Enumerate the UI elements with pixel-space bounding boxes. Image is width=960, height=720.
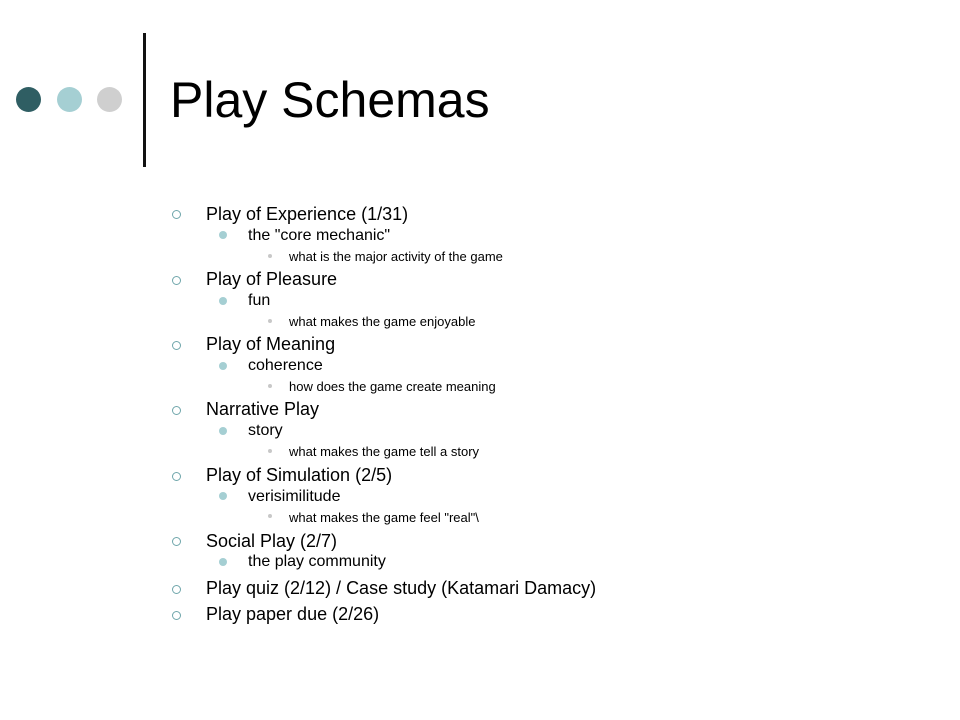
bullet-item: Play paper due (2/26): [206, 604, 380, 624]
bullet-ring-icon: [172, 537, 181, 546]
bullet-ring-icon: [172, 341, 181, 350]
title-divider: [143, 33, 146, 167]
sub-bullet-item: the "core mechanic": [248, 227, 391, 244]
bullet-dot-icon: [219, 558, 227, 566]
bullet-dot-icon: [219, 231, 227, 239]
slide-title: Play Schemas: [170, 72, 490, 128]
sub-sub-bullet-item: what makes the game tell a story: [289, 444, 480, 459]
sub-bullet-item: the play community: [248, 553, 386, 570]
bullet-small-icon: [268, 384, 272, 388]
bullet-ring-icon: [172, 406, 181, 415]
bullet-small-icon: [268, 319, 272, 323]
decor-dot-light: [57, 87, 82, 112]
bullet-ring-icon: [172, 210, 181, 219]
sub-sub-bullet-item: what makes the game enjoyable: [289, 314, 476, 329]
bullet-ring-icon: [172, 611, 181, 620]
bullet-item: Narrative Play: [206, 399, 320, 419]
sub-bullet-item: fun: [248, 292, 271, 309]
bullet-small-icon: [268, 254, 272, 258]
bullet-item: Social Play (2/7): [206, 531, 338, 551]
bullet-item: Play of Pleasure: [206, 269, 338, 289]
bullet-small-icon: [268, 449, 272, 453]
decor-dot-gray: [97, 87, 122, 112]
bullet-item: Play of Experience (1/31): [206, 204, 409, 224]
sub-bullet-item: story: [248, 422, 283, 439]
bullet-dot-icon: [219, 492, 227, 500]
bullet-item: Play quiz (2/12) / Case study (Katamari Damacy): [206, 578, 597, 598]
bullet-ring-icon: [172, 585, 181, 594]
bullet-small-icon: [268, 514, 272, 518]
bullet-item: Play of Simulation (2/5): [206, 465, 393, 485]
bullet-dot-icon: [219, 427, 227, 435]
bullet-dot-icon: [219, 362, 227, 370]
sub-bullet-item: coherence: [248, 357, 323, 374]
bullet-dot-icon: [219, 297, 227, 305]
bullet-ring-icon: [172, 472, 181, 481]
sub-sub-bullet-item: how does the game create meaning: [289, 379, 496, 394]
sub-sub-bullet-item: what is the major activity of the game: [289, 249, 503, 264]
bullet-item: Play of Meaning: [206, 334, 336, 354]
sub-bullet-item: verisimilitude: [248, 488, 341, 505]
decor-dot-dark: [16, 87, 41, 112]
bullet-ring-icon: [172, 276, 181, 285]
sub-sub-bullet-item: what makes the game feel "real"\: [289, 510, 479, 525]
